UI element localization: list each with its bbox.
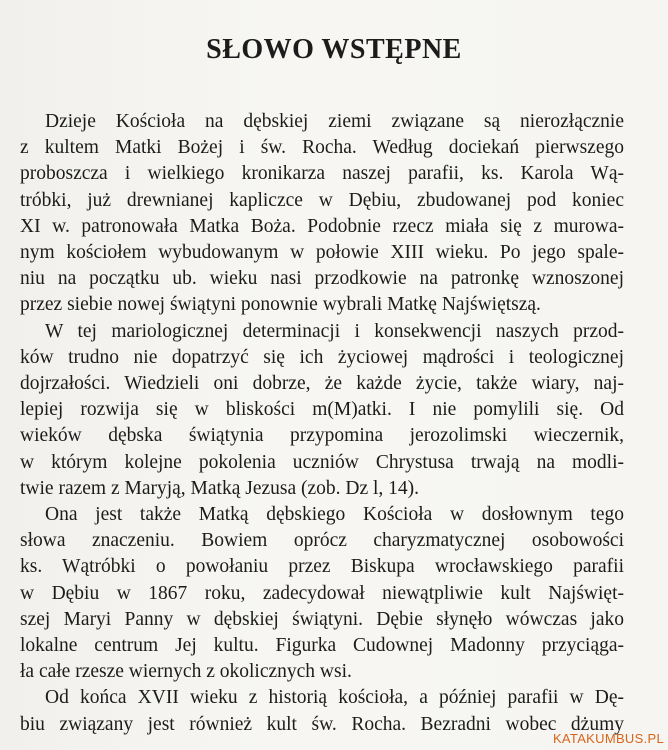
- text-line: twie razem z Maryją, Matką Jezusa (zob. Dz l, 14).: [20, 477, 420, 499]
- text-line: słowa znaczeniu. Bowiem oprócz charyzmatycznej osobowości: [20, 530, 624, 552]
- body-text: [20, 109, 624, 738]
- text-line: z kultem Matki Bożej i św. Rocha. Według dociekań pierwszego: [20, 137, 624, 159]
- text-line: nym kościołem wybudowanym w połowie XIII wieku. Po jego spale-: [20, 242, 624, 264]
- text-line: Dzieje Kościoła na dębskiej ziemi związane są nierozłącznie: [45, 111, 624, 132]
- text-line: Od końca XVII wieku z historią kościoła, a później parafii w Dę-: [45, 687, 624, 709]
- text-line: przez siebie nowej świątyni ponownie wybrali Matkę Najświętszą.: [20, 294, 541, 316]
- watermark: KATAKUMBUS.PL: [552, 731, 664, 746]
- text-line: proboszcza i wielkiego kronikarza naszej parafii, ks. Karola Wą-: [20, 163, 624, 185]
- text-line: lokalne centrum Jej kultu. Figurka Cudownej Madonny przyciąga-: [20, 635, 624, 657]
- text-line: wieków dębska świątynia przypomina jerozolimski wieczernik,: [20, 425, 624, 447]
- text-line: dojrzałości. Wiedzieli oni dobrze, że każde życie, także wiary, naj-: [20, 373, 624, 395]
- text-line: ks. Wątróbki o powołaniu przez Biskupa wrocławskiego parafii: [20, 556, 624, 578]
- text-line: ków trudno nie dopatrzyć się ich życiowej mądrości i teologicznej: [20, 346, 624, 368]
- text-line: lepiej rozwija się w bliskości m(M)atki. I nie pomylili się. Od: [20, 399, 624, 421]
- text-line: w którym kolejne pokolenia uczniów Chrystusa trwają na modli-: [20, 451, 624, 473]
- text-line: Ona jest także Matką dębskiego Kościoła w dosłownym tego: [45, 504, 624, 526]
- text-line: XI w. patronowała Matka Boża. Podobnie rzecz miała się z murowa-: [20, 215, 624, 237]
- text-line: niu na początku ub. wieku nasi przodkowie na patronkę wznoszonej: [20, 268, 624, 290]
- text-line: tróbki, już drewnianej kapliczce w Dębiu, zbudowanej pod koniec: [20, 189, 624, 211]
- text-line: szej Maryi Panny w dębskiej świątyni. Dębie słynęło wówczas jako: [20, 608, 624, 630]
- text-line: biu związany jest również kult św. Rocha. Bezradni wobec dżumy: [20, 713, 624, 735]
- text-line: ła całe rzesze wiernych z okolicznych wsi.: [20, 661, 352, 683]
- text-line: W tej mariologicznej determinacji i konsekwencji naszych przod-: [45, 320, 624, 342]
- page-title: SŁOWO WSTĘPNE: [206, 34, 462, 65]
- text-line: w Dębiu w 1867 roku, zadecydował niewątpliwie kult Najświęt-: [20, 582, 624, 604]
